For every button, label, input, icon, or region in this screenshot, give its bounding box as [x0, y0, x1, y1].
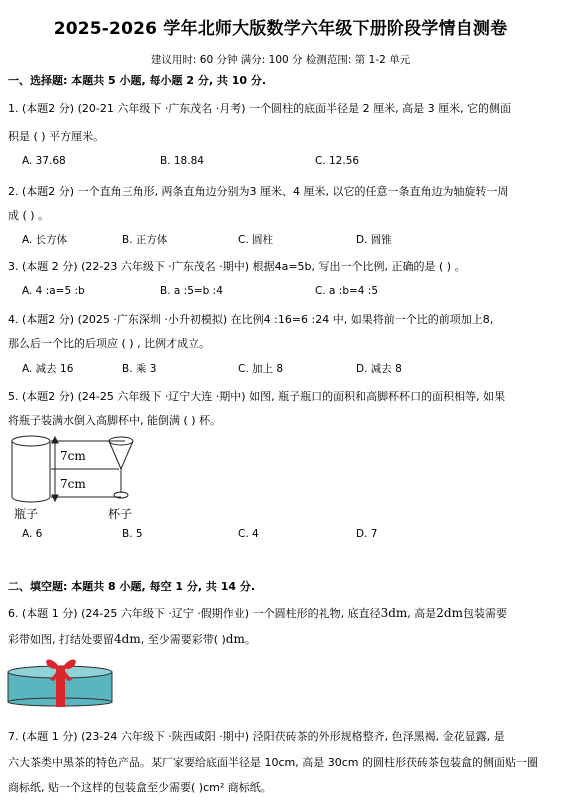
question-4-option-c: C. 加上 8	[238, 363, 284, 375]
question-6-height: 2dm	[436, 606, 463, 620]
question-5-option-d: D. 7	[356, 528, 378, 540]
question-4-option-a: A. 减去 16	[22, 363, 74, 375]
question-5-option-b: B. 5	[122, 528, 143, 540]
question-6-unit: dm	[225, 632, 245, 646]
question-6-text-f: 彩带如图, 打结处要留	[8, 633, 114, 646]
question-6-line-1	[8, 605, 507, 621]
section-heading-fill-in: 二、填空题: 本题共 8 小题, 每空 1 分, 共 14 分.	[8, 580, 256, 593]
dimension-lines	[51, 437, 125, 501]
question-1-option-c: C. 12.56	[315, 155, 360, 167]
question-7-line-1: 7. (本题 1 分) (23-24 六年级下 ·陕西咸阳 ·期中) 泾阳茯砖茶的外形规格整齐, 色泽黑褐, 金花显露, 是	[8, 730, 505, 743]
question-7-line-2: 六大茶类中黑茶的特色产品。某厂家要给底面半径是 10cm, 高是 30cm 的圆柱形茯砖茶包装盒的侧面贴一圈	[8, 756, 539, 769]
dimension-label-top: 7cm	[60, 449, 86, 463]
question-4-line-1: 4. (本题2 分) (2025 ·广东深圳 ·小升初模拟) 在比例4 :16=6 :24 中, 如果将前一个比的前项加上8,	[8, 313, 494, 326]
question-5-line-1: 5. (本题2 分) (24-25 六年级下 ·辽宁大连 ·期中) 如图, 瓶子瓶口的面积和高脚杯杯口的面积相等, 如果	[8, 390, 506, 403]
question-5-option-c: C. 4	[238, 528, 259, 540]
question-3-option-b: B. a :5=b :4	[160, 285, 223, 297]
question-6-diameter: 3dm	[380, 606, 408, 620]
question-6-text-a: 6. (本题 1 分) (24-25 六年级下 ·辽宁 ·假期作业) 一个圆柱形的礼物, 底直径	[8, 607, 381, 620]
question-2-line-2: 成 ( ) 。	[8, 209, 50, 222]
question-2-option-a: A. 长方体	[22, 234, 68, 246]
bottle-label: 瓶子	[14, 507, 39, 521]
gift-box-figure	[4, 654, 122, 710]
question-2-option-d: D. 圆锥	[356, 234, 392, 246]
bottle-and-cup-figure	[4, 428, 154, 522]
question-6-text-g: , 至少需要彩带( )	[140, 633, 226, 646]
question-7-line-3: 商标纸, 贴一个这样的包装盒至少需要( )cm² 商标纸。	[8, 781, 272, 794]
question-5-line-2: 将瓶子装满水倒入高脚杯中, 能倒满 ( ) 杯。	[8, 414, 222, 427]
bottle-shape	[12, 436, 50, 502]
question-1-line-1: 1. (本题2 分) (20-21 六年级下 ·广东茂名 ·月考) 一个圆柱的底面半径是 2 厘米, 高是 3 厘米, 它的侧面	[8, 102, 512, 115]
dimension-label-bottom: 7cm	[60, 477, 86, 491]
cup-label: 杯子	[108, 507, 133, 521]
question-2-option-c: C. 圆柱	[238, 234, 274, 246]
page-subtitle: 建议用时: 60 分钟 满分: 100 分 检测范围: 第 1-2 单元	[150, 54, 411, 66]
question-2-option-b: B. 正方体	[122, 234, 168, 246]
question-4-option-d: D. 减去 8	[356, 363, 402, 375]
question-1-option-a: A. 37.68	[22, 155, 66, 167]
section-heading-choice: 一、选择题: 本题共 5 小题, 每小题 2 分, 共 10 分.	[8, 74, 267, 87]
question-6-text-c: , 高是	[407, 607, 437, 620]
question-4-line-2: 那么后一个比的后项应 ( ) , 比例才成立。	[8, 337, 211, 350]
question-6-text-h: 。	[244, 633, 256, 646]
question-2-line-1: 2. (本题2 分) 一个直角三角形, 两条直角边分别为3 厘米、4 厘米, 以它的任意一条直角边为轴旋转一周	[8, 185, 509, 198]
question-6-text-e: 包装需要	[463, 607, 507, 620]
question-3-line-1: 3. (本题 2 分) (22-23 六年级下 ·广东茂名 ·期中) 根据4a=5b, 写出一个比例, 正确的是 ( ) 。	[8, 260, 466, 273]
cup-shape	[109, 437, 133, 498]
page-title: 2025-2026 学年北师大版数学六年级下册阶段学情自测卷	[53, 19, 508, 39]
question-5-option-a: A. 6	[22, 528, 43, 540]
question-1-option-b: B. 18.84	[160, 155, 204, 167]
question-4-option-b: B. 乘 3	[122, 363, 157, 375]
question-3-option-a: A. 4 :a=5 :b	[22, 285, 85, 297]
question-3-option-c: C. a :b=4 :5	[315, 285, 379, 297]
question-6-line-2	[8, 631, 256, 647]
question-1-line-2: 积是 ( ) 平方厘米。	[8, 130, 105, 143]
question-6-knot-length: 4dm	[114, 632, 141, 646]
